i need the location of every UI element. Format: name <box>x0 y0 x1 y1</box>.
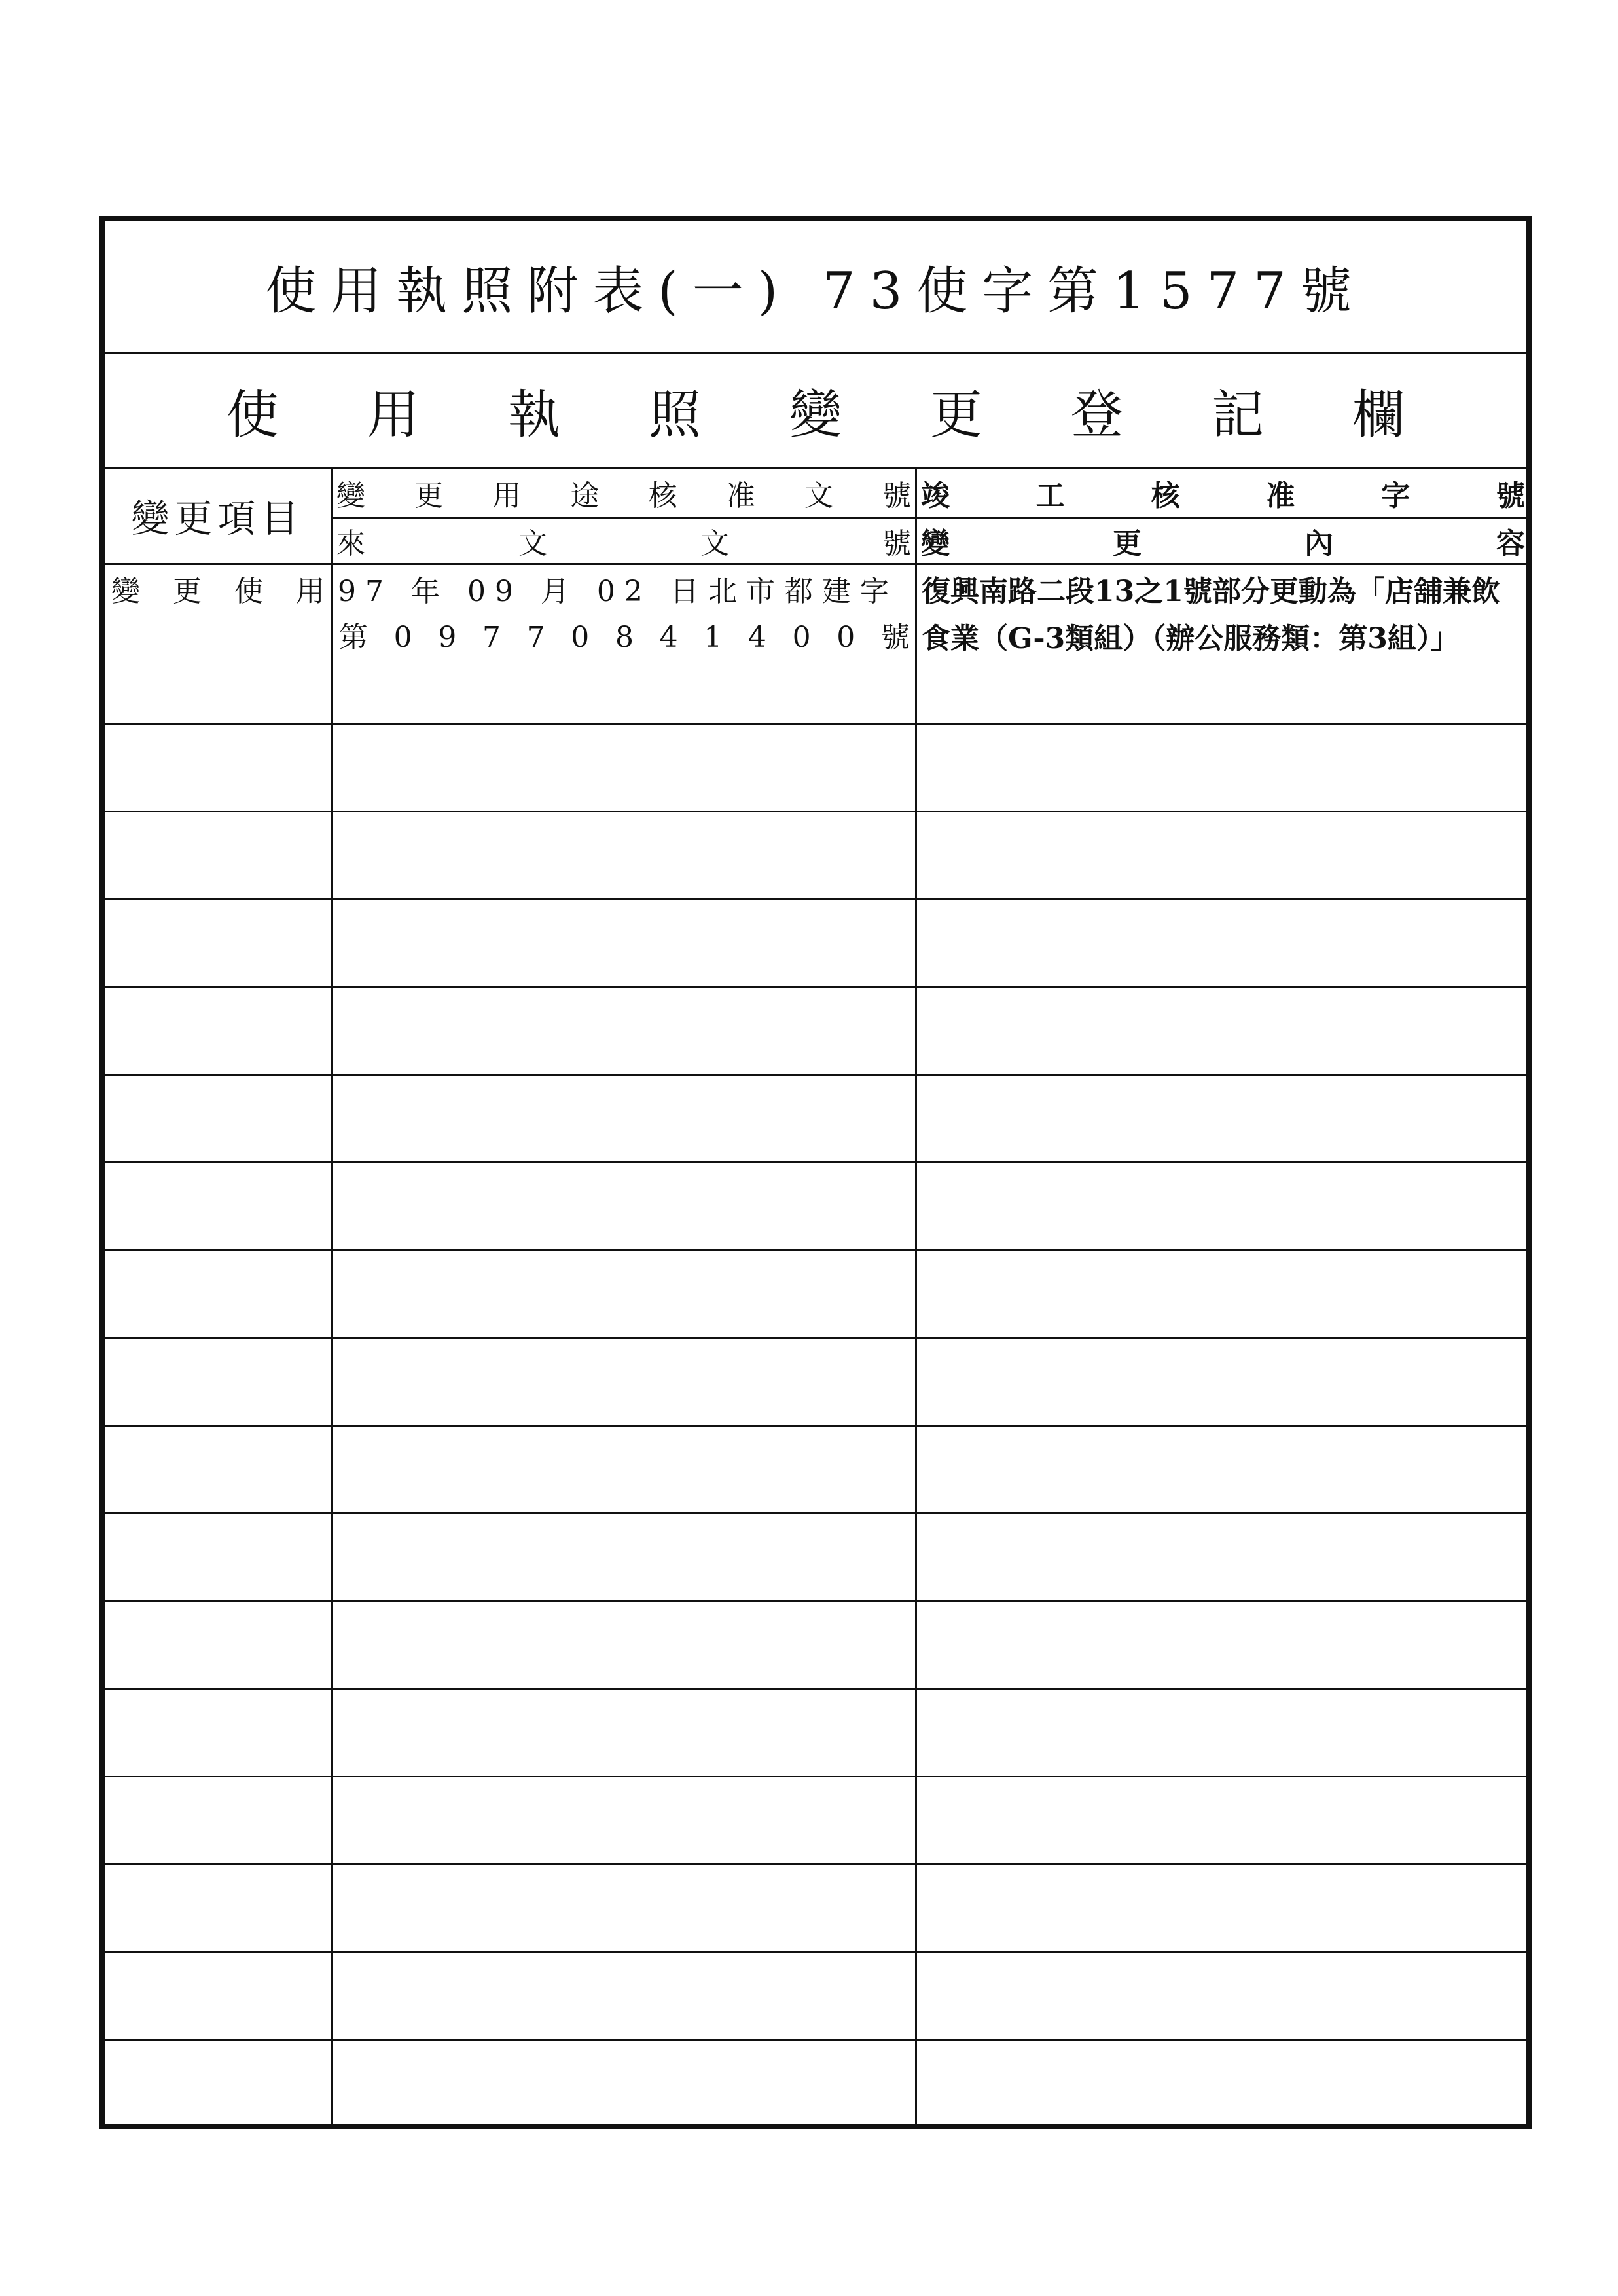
row-divider <box>105 1337 1526 1339</box>
row-item-char: 更 <box>173 575 202 608</box>
header-char: 更 <box>414 479 444 513</box>
row-divider <box>105 1776 1526 1777</box>
header-change-content <box>917 519 1529 563</box>
header-char: 准 <box>726 479 755 513</box>
header-char: 核 <box>1151 479 1180 513</box>
section-title-char: 變 <box>789 384 842 445</box>
row-divider <box>105 1074 1526 1076</box>
row-divider <box>105 1863 1526 1865</box>
header-char: 號 <box>882 527 911 560</box>
column-divider <box>915 467 917 2124</box>
header-char: 內 <box>1304 527 1333 560</box>
row-divider <box>105 1688 1526 1690</box>
header-char: 文 <box>700 527 729 560</box>
section-title-char: 用 <box>367 384 420 445</box>
header-change-item: 變更項目 <box>131 496 304 541</box>
header-char: 字 <box>1381 479 1411 513</box>
row-document-line1: 97 年 09 月 02 日北市都建字 <box>338 575 898 608</box>
row-divider <box>105 986 1526 988</box>
section-title-char: 登 <box>1071 384 1123 445</box>
header-char: 核 <box>648 479 677 513</box>
row-divider <box>105 1425 1526 1427</box>
row-divider <box>105 1600 1526 1602</box>
row-document-char: 8 <box>615 621 634 654</box>
row-divider <box>105 1512 1526 1514</box>
section-title-char: 更 <box>930 384 982 445</box>
section-title-char: 執 <box>508 384 560 445</box>
header-char: 文 <box>518 527 547 560</box>
header-char: 號 <box>1496 479 1525 513</box>
header-char: 變 <box>336 479 365 513</box>
row-item-char: 使 <box>234 575 263 608</box>
row-document-char: 0 <box>571 621 590 654</box>
license-table <box>99 216 1532 2129</box>
row-document-char: 4 <box>747 621 766 654</box>
row-document-char: 4 <box>659 621 678 654</box>
header-char: 號 <box>882 479 911 513</box>
row-document-line2 <box>335 614 914 661</box>
header-char: 准 <box>1266 479 1295 513</box>
section-title-char: 欄 <box>1352 384 1405 445</box>
section-title-char: 照 <box>649 384 701 445</box>
row-item-char: 變 <box>111 575 140 608</box>
header-char: 更 <box>1113 527 1142 560</box>
row-document-char: 0 <box>836 621 855 654</box>
row-document-char: 7 <box>482 621 501 654</box>
row-divider <box>105 811 1526 812</box>
row-document-char: 7 <box>526 621 545 654</box>
column-divider <box>331 467 333 2124</box>
header-completion-approval-number <box>917 469 1529 517</box>
divider <box>105 563 1526 565</box>
header-char: 竣 <box>921 479 950 513</box>
header-char: 用 <box>492 479 522 513</box>
section-title-char: 記 <box>1212 384 1264 445</box>
section-title-chars <box>226 373 1405 448</box>
header-char: 工 <box>1035 479 1065 513</box>
row-divider <box>105 1249 1526 1251</box>
row-document-char: 第 <box>339 621 368 654</box>
row-item-char: 用 <box>296 575 325 608</box>
row-divider <box>105 1161 1526 1163</box>
header-incoming-document-number <box>333 519 915 563</box>
section-title <box>105 352 1526 467</box>
row-divider <box>105 2039 1526 2041</box>
row-change-item <box>107 568 329 615</box>
row-divider <box>105 898 1526 900</box>
row-document-char: 1 <box>704 621 723 654</box>
header-char: 變 <box>921 527 950 560</box>
header-approval-number <box>333 469 915 517</box>
row-document-char: 號 <box>880 621 910 654</box>
row-document-char: 0 <box>393 621 412 654</box>
row-document-char: 0 <box>792 621 811 654</box>
header-char: 途 <box>570 479 600 513</box>
row-divider <box>105 1951 1526 1953</box>
row-document-char: 9 <box>438 621 457 654</box>
header-char: 來 <box>336 527 365 560</box>
header-char: 容 <box>1496 527 1525 560</box>
document-title: 使用執照附表(一) 73使字第1577號 <box>265 262 1366 321</box>
header-char: 文 <box>804 479 833 513</box>
row-change-content: 復興南路二段13之1號部分更動為「店舖兼飲食業（G-3類組）（辦公服務類：第3組）」 <box>922 575 1500 655</box>
row-divider <box>105 723 1526 725</box>
section-title-char: 使 <box>226 384 279 445</box>
